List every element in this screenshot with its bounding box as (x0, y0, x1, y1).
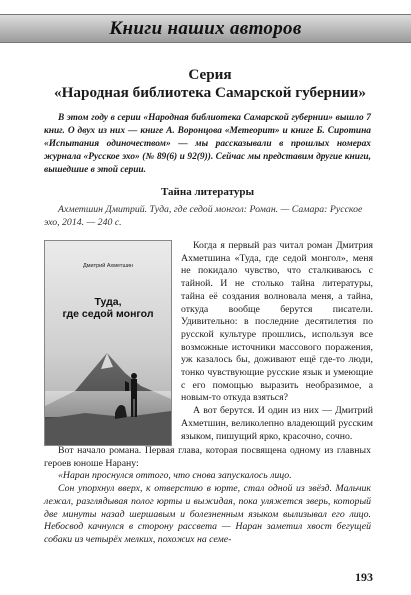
cover-author: Дмитрий Ахметшин (83, 263, 133, 269)
body-paragraph: Вот начало романа. Первая глава, которая посвящена одному из главных героев юноше Нарану: (44, 445, 371, 469)
body-paragraph: Когда я первый раз читал роман Дмитрия Ахметшина «Туда, где седой монгол», меня не покидало чувство, что сталкиваюсь с тайной. И не столько тайна литературы, тайна её создания волновала меня, а тайна, откуда вообще берутся писатели. Удивительно: в последние десятилетия по русской культуре прошлись, используя все возможные источники массового поражения, уж казалось бы, доживают ещё где-то люди, тонко чувствующие русские язык и умеющие с его помощью выразить необразимое, а новым-то откуда взяться? (181, 240, 373, 404)
series-title-line-2: «Народная библиотека Самарской губернии» (54, 84, 366, 101)
quote-paragraph: «Наран проснулся оттого, что снова запускалось лицо. (58, 470, 292, 482)
cover-title-line-1: Туда, (94, 296, 122, 308)
body-full-width (44, 445, 371, 547)
cover-title-line-2: где седой монгол (62, 308, 154, 320)
book-cover-image (44, 240, 172, 446)
cover-mountain-illustration (45, 241, 171, 445)
section-header-band (0, 14, 411, 43)
cover-title (45, 296, 171, 320)
section-header-title: Книги наших авторов (109, 18, 302, 39)
review-title: Тайна литературы (160, 186, 255, 198)
series-title (40, 66, 380, 102)
body-paragraph: А вот берутся. И один из них — Дмитрий Ахметшин, великолепно владеющий русским языком, пишущий ярко, красочно, сочно. (181, 405, 373, 442)
body-column-right (181, 240, 373, 443)
book-citation: Ахметшин Дмитрий. Туда, где седой монгол: Роман. — Самара: Русское эхо, 2014. — 240 с. (44, 204, 363, 228)
quote-paragraph: Сон упорхнул вверх, к отверстию в юрте, стал одной из звёзд. Мальчик лежал, разглядывая полог юрты и выжидая, пока уляжется зверь, который две минуты назад шершавым и болезненным языком вылизывал его лицо. Небосвод качнулся в сторону рассвета — Наран заметил хвост бегущей собаки из четырёх мелких, похожих на семе- (44, 483, 371, 545)
page-number: 193 (355, 570, 373, 584)
series-title-line-1: Серия (188, 66, 232, 83)
intro-paragraph: В этом году в серии «Народная библиотека Самарской губернии» вышло 7 книг. О двух из них — книге А. Воронцова «Метеорит» и книге Б. Сиротина «Испытания одиночеством» — мы рассказывали в прошлых номерах журнала «Русское эхо» (№ 89(6) и 92(9)). Сейчас мы представим другие книги, вышедшие в этой серии. (44, 113, 371, 175)
